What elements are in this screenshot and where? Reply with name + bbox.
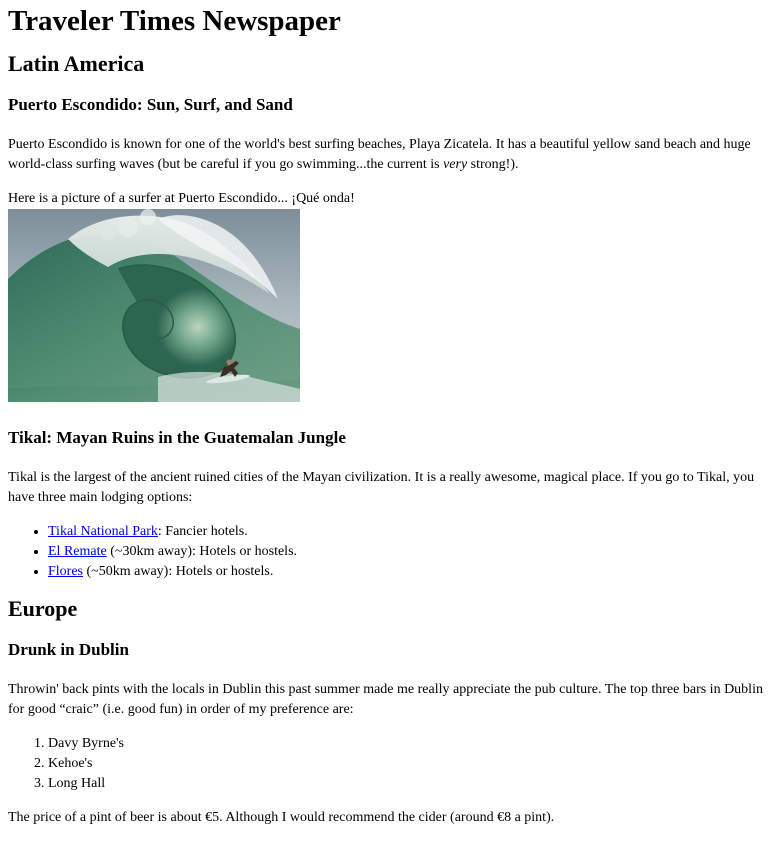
page-title: Traveler Times Newspaper <box>8 5 341 37</box>
el-remate-link[interactable]: El Remate <box>48 544 107 559</box>
article-heading-dublin: Drunk in Dublin <box>8 640 129 659</box>
list-item-text: (~30km away): Hotels or hostels. <box>106 544 298 559</box>
puerto-paragraph <box>8 135 773 175</box>
article-tikal <box>8 428 773 582</box>
flores-link[interactable]: Flores <box>48 564 83 579</box>
dublin-bars-list <box>8 734 773 794</box>
puerto-paragraph-emphasis: very <box>443 157 468 172</box>
article-dublin <box>8 640 773 828</box>
article-heading-puerto-escondido: Puerto Escondido: Sun, Surf, and Sand <box>8 95 293 114</box>
list-item: 2. Kehoe's <box>48 754 773 774</box>
article-heading-tikal: Tikal: Mayan Ruins in the Guatemalan Jungle <box>8 428 346 447</box>
section-latin-america <box>8 51 773 582</box>
section-heading-europe: Europe <box>8 596 78 621</box>
dublin-paragraph: Throwin' back pints with the locals in Dublin this past summer made me really appreciate the pub culture. The top three bars in Dublin for good “craic” (i.e. good fun) in order of my preference are: <box>8 682 763 717</box>
list-item <box>48 562 773 582</box>
section-europe <box>8 596 773 828</box>
surfer-caption: Here is a picture of a surfer at Puerto Escondido... ¡Qué onda! <box>8 191 355 206</box>
list-item <box>48 542 773 562</box>
list-item <box>48 522 773 542</box>
article-puerto-escondido <box>8 95 773 402</box>
list-item-text: : Fancier hotels. <box>157 524 248 539</box>
section-heading-latin-america: Latin America <box>8 51 145 76</box>
tikal-national-park-link[interactable]: Tikal National Park <box>48 524 158 539</box>
list-item: 1. Davy Byrne's <box>48 734 773 754</box>
tikal-paragraph: Tikal is the largest of the ancient ruined cities of the Mayan civilization. It is a really awesome, magical place. If you go to Tikal, you have three main lodging options: <box>8 470 755 505</box>
list-item: 3. Long Hall <box>48 774 773 794</box>
page <box>0 4 781 828</box>
beer-price-paragraph: The price of a pint of beer is about €5. Although I would recommend the cider (around €8 a pint). <box>8 810 555 825</box>
puerto-paragraph-text-b: strong!). <box>467 157 519 172</box>
tikal-lodging-list <box>8 522 773 582</box>
list-item-text: (~50km away): Hotels or hostels. <box>83 564 274 579</box>
puerto-paragraph-text-a: Puerto Escondido is known for one of the world's best surfing beaches, Playa Zicatela. It has a beautiful yellow sand beach and huge world-class surfing waves (but be careful if you go swimming...the current is <box>8 137 751 172</box>
surfer-wave-image <box>8 209 300 402</box>
